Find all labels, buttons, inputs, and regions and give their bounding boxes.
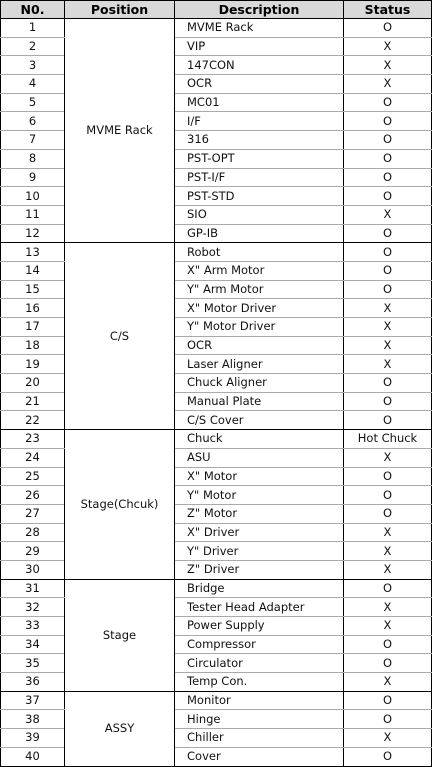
description-cell: Manual Plate	[175, 392, 344, 411]
row-number: 12	[1, 224, 65, 243]
row-number: 16	[1, 299, 65, 318]
status-cell: O	[344, 392, 432, 411]
status-cell: O	[344, 93, 432, 112]
description-cell: Hinge	[175, 710, 344, 729]
row-number: 10	[1, 187, 65, 206]
row-number: 9	[1, 168, 65, 187]
row-number: 21	[1, 392, 65, 411]
status-cell: X	[344, 299, 432, 318]
status-cell: O	[344, 187, 432, 206]
description-cell: ASU	[175, 448, 344, 467]
row-number: 37	[1, 691, 65, 710]
description-cell: Chuck	[175, 430, 344, 449]
status-cell: X	[344, 37, 432, 56]
row-number: 29	[1, 542, 65, 561]
status-cell: O	[344, 504, 432, 523]
description-cell: Monitor	[175, 691, 344, 710]
status-cell: X	[344, 56, 432, 75]
description-cell: OCR	[175, 75, 344, 94]
status-cell: X	[344, 318, 432, 337]
description-cell: Z" Motor	[175, 504, 344, 523]
row-number: 24	[1, 448, 65, 467]
status-cell: O	[344, 19, 432, 38]
status-cell: O	[344, 112, 432, 131]
row-number: 17	[1, 318, 65, 337]
description-cell: GP-IB	[175, 224, 344, 243]
status-cell: O	[344, 280, 432, 299]
description-cell: VIP	[175, 37, 344, 56]
description-cell: 316	[175, 131, 344, 150]
description-cell: SIO	[175, 205, 344, 224]
table-body	[1, 19, 432, 767]
row-number: 31	[1, 579, 65, 598]
status-cell: X	[344, 75, 432, 94]
header-description: Description	[175, 1, 344, 19]
row-number: 23	[1, 430, 65, 449]
row-number: 4	[1, 75, 65, 94]
status-cell: O	[344, 224, 432, 243]
row-number: 25	[1, 467, 65, 486]
row-number: 18	[1, 336, 65, 355]
position-cell: MVME Rack	[65, 19, 175, 243]
description-cell: MC01	[175, 93, 344, 112]
position-cell: C/S	[65, 243, 175, 430]
row-number: 40	[1, 747, 65, 766]
table-row	[1, 19, 432, 38]
status-cell: X	[344, 205, 432, 224]
description-cell: MVME Rack	[175, 19, 344, 38]
row-number: 34	[1, 635, 65, 654]
description-cell: 147CON	[175, 56, 344, 75]
row-number: 6	[1, 112, 65, 131]
row-number: 26	[1, 486, 65, 505]
description-cell: Tester Head Adapter	[175, 598, 344, 617]
description-cell: PST-I/F	[175, 168, 344, 187]
description-cell: PST-OPT	[175, 149, 344, 168]
description-cell: X" Driver	[175, 523, 344, 542]
status-cell: O	[344, 691, 432, 710]
row-number: 19	[1, 355, 65, 374]
status-cell: O	[344, 149, 432, 168]
description-cell: Robot	[175, 243, 344, 262]
description-cell: Chuck Aligner	[175, 374, 344, 393]
status-cell: X	[344, 560, 432, 579]
status-cell: O	[344, 579, 432, 598]
description-cell: Y" Motor Driver	[175, 318, 344, 337]
table-row	[1, 691, 432, 710]
row-number: 20	[1, 374, 65, 393]
status-cell: X	[344, 523, 432, 542]
description-cell: Y" Motor	[175, 486, 344, 505]
row-number: 13	[1, 243, 65, 262]
row-number: 33	[1, 617, 65, 636]
description-cell: Laser Aligner	[175, 355, 344, 374]
row-number: 11	[1, 205, 65, 224]
row-number: 22	[1, 411, 65, 430]
row-number: 39	[1, 729, 65, 748]
status-cell: X	[344, 598, 432, 617]
description-cell: C/S Cover	[175, 411, 344, 430]
row-number: 15	[1, 280, 65, 299]
row-number: 1	[1, 19, 65, 38]
status-cell: O	[344, 411, 432, 430]
header-status: Status	[344, 1, 432, 19]
row-number: 32	[1, 598, 65, 617]
description-cell: OCR	[175, 336, 344, 355]
row-number: 14	[1, 261, 65, 280]
row-number: 35	[1, 654, 65, 673]
position-cell: ASSY	[65, 691, 175, 766]
status-cell: X	[344, 729, 432, 748]
table-row	[1, 243, 432, 262]
status-cell: Hot Chuck	[344, 430, 432, 449]
status-cell: O	[344, 243, 432, 262]
header-row	[1, 1, 432, 19]
description-cell: Temp Con.	[175, 673, 344, 692]
description-cell: Z" Driver	[175, 560, 344, 579]
status-cell: O	[344, 467, 432, 486]
row-number: 36	[1, 673, 65, 692]
status-cell: X	[344, 355, 432, 374]
header-position: Position	[65, 1, 175, 19]
status-cell: O	[344, 168, 432, 187]
description-cell: Cover	[175, 747, 344, 766]
status-cell: O	[344, 131, 432, 150]
row-number: 38	[1, 710, 65, 729]
description-cell: X" Arm Motor	[175, 261, 344, 280]
description-cell: X" Motor Driver	[175, 299, 344, 318]
status-cell: X	[344, 673, 432, 692]
status-cell: O	[344, 374, 432, 393]
row-number: 30	[1, 560, 65, 579]
description-cell: I/F	[175, 112, 344, 131]
status-cell: O	[344, 710, 432, 729]
status-cell: X	[344, 448, 432, 467]
status-cell: O	[344, 635, 432, 654]
description-cell: X" Motor	[175, 467, 344, 486]
status-cell: X	[344, 336, 432, 355]
status-cell: O	[344, 654, 432, 673]
row-number: 3	[1, 56, 65, 75]
header-no: N0.	[1, 1, 65, 19]
row-number: 8	[1, 149, 65, 168]
table-row	[1, 579, 432, 598]
row-number: 5	[1, 93, 65, 112]
description-cell: Y" Arm Motor	[175, 280, 344, 299]
row-number: 28	[1, 523, 65, 542]
status-cell: X	[344, 542, 432, 561]
description-cell: Bridge	[175, 579, 344, 598]
status-cell: O	[344, 261, 432, 280]
row-number: 27	[1, 504, 65, 523]
description-cell: Power Supply	[175, 617, 344, 636]
description-cell: Circulator	[175, 654, 344, 673]
table-row	[1, 430, 432, 449]
position-cell: Stage	[65, 579, 175, 691]
status-cell: O	[344, 486, 432, 505]
description-cell: Y" Driver	[175, 542, 344, 561]
status-cell: X	[344, 617, 432, 636]
position-cell: Stage(Chcuk)	[65, 430, 175, 580]
row-number: 7	[1, 131, 65, 150]
row-number: 2	[1, 37, 65, 56]
status-cell: O	[344, 747, 432, 766]
description-cell: Chiller	[175, 729, 344, 748]
description-cell: PST-STD	[175, 187, 344, 206]
description-cell: Compressor	[175, 635, 344, 654]
